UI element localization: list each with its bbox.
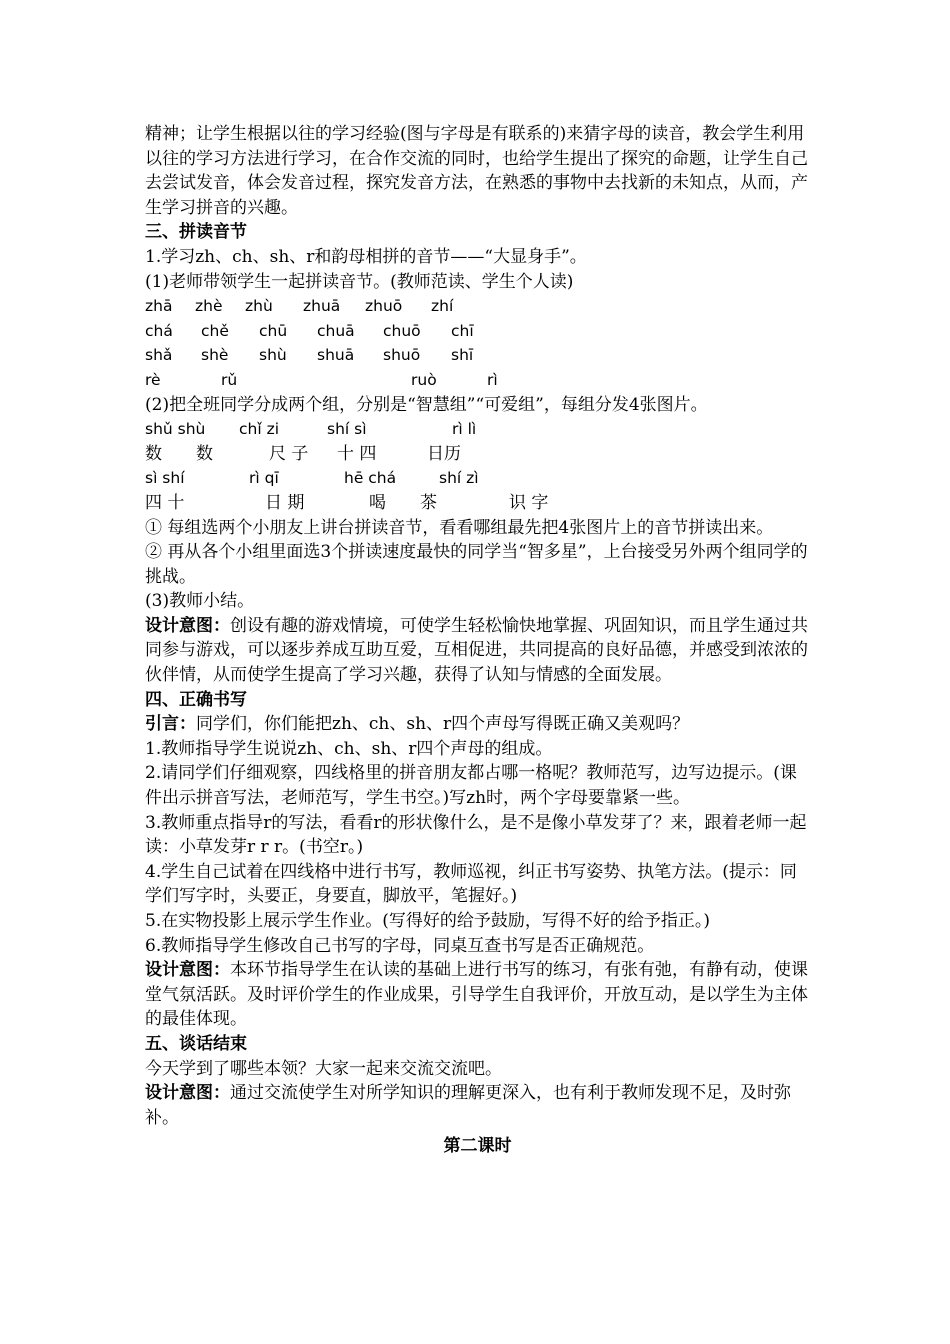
pinyin-syllable: chě — [201, 321, 229, 340]
pinyin-syllable: rè — [145, 370, 161, 389]
pinyin-syllable: zhuā — [303, 297, 341, 316]
design-intent-label: 设计意图： — [145, 960, 230, 981]
section4-item: 4.学生自己试着在四线格中进行书写，教师巡视，纠正书写姿势、执笔方法。(提示：同学们写字时，头要正，身要直，脚放平，笔握好。) — [145, 861, 797, 907]
pinyin-syllable: shuō — [383, 346, 421, 365]
circle-item-2: ② 再从各个小组里面选3个拼读速度最快的同学当“智多星”，上台接受另外两个组同学的挑战。 — [145, 542, 808, 587]
pinyin-syllable: shù — [259, 346, 287, 365]
section3-design-intent — [145, 614, 810, 688]
section3-heading: 三、拼读音节 — [145, 222, 247, 243]
pinyin-syllable: zhuō — [365, 297, 403, 316]
section5-heading: 五、谈话结束 — [145, 1033, 247, 1054]
section3-item1-sub3: (3)教师小结。 — [145, 591, 255, 612]
word-pinyin: rì qī — [249, 469, 279, 488]
section3-item1-sub1: (1)老师带领学生一起拼读音节。(教师范读、学生个人读) — [145, 271, 574, 292]
design-intent-text: 创设有趣的游戏情境，可使学生轻松愉快地掌握、巩固知识，而且学生通过共同参与游戏，可以逐步养成互助互爱，互相促进，共同提高的良好品德，并感受到浓浓的伙伴情，从而使学生提高了学习兴趣，获得了认知与情感的全面发展。 — [145, 615, 808, 686]
section4-item: 1.教师指导学生说说zh、ch、sh、r四个声母的组成。 — [145, 738, 553, 759]
section3-item1: 1.学习zh、ch、sh、r和韵母相拼的音节——“大显身手”。 — [145, 246, 587, 267]
word-hanzi: 尺 子 — [269, 443, 309, 464]
pinyin-syllable: chuō — [383, 321, 421, 340]
word-pinyin: shí zì — [439, 469, 479, 488]
document-page — [145, 122, 810, 1159]
intro-label: 引言： — [145, 714, 196, 735]
word-hanzi-row — [145, 442, 810, 467]
pinyin-row — [145, 319, 810, 344]
word-pinyin: rì lì — [452, 420, 477, 439]
section4-design-intent — [145, 958, 810, 1032]
word-hanzi-row — [145, 491, 810, 516]
design-intent-text: 通过交流使学生对所学知识的理解更深入，也有利于教师发现不足，及时弥补。 — [145, 1083, 791, 1128]
intro-paragraph: 精神；让学生根据以往的学习经验(图与字母是有联系的)来猜字母的读音，教会学生利用以往的学习方法进行学习，在合作交流的同时，也给学生提出了探究的命题，让学生自己去尝试发音，体会发音过程，探究发音方法，在熟悉的事物中去找新的未知点，从而，产生学习拼音的兴趣。 — [145, 124, 808, 218]
pinyin-row — [145, 343, 810, 368]
word-pinyin: shí sì — [327, 420, 367, 439]
design-intent-label: 设计意图： — [145, 615, 230, 636]
section4-item: 6.教师指导学生修改自己书写的字母，同桌互查书写是否正确规范。 — [145, 935, 655, 956]
pinyin-syllable: shǎ — [145, 346, 173, 365]
pinyin-syllable: shè — [201, 346, 229, 365]
pinyin-syllable: zhù — [245, 297, 273, 316]
pinyin-syllable: chū — [259, 321, 288, 340]
section3-item1-sub2: (2)把全班同学分成两个组，分别是“智慧组”“可爱组”，每组分发4张图片。 — [145, 394, 708, 415]
pinyin-syllable: shuā — [317, 346, 355, 365]
word-hanzi: 数 数 — [145, 443, 213, 464]
design-intent-label: 设计意图： — [145, 1083, 230, 1104]
pinyin-syllable: ruò — [411, 370, 437, 389]
pinyin-syllable: rì — [487, 370, 498, 389]
section4-item: 5.在实物投影上展示学生作业。(写得好的给予鼓励，写得不好的给予指正。) — [145, 911, 710, 931]
pinyin-table — [145, 294, 810, 392]
pinyin-row — [145, 368, 810, 393]
section4-heading: 四、正确书写 — [145, 689, 247, 710]
pinyin-row — [145, 294, 810, 319]
pinyin-syllable: zhā — [145, 297, 173, 316]
section4-item: 2.请同学们仔细观察，四线格里的拼音朋友都占哪一格呢？教师范写，边写边提示。(课件出示拼音写法，老师范写，学生书空。)写zh时，两个字母要靠紧一些。 — [145, 763, 797, 809]
word-pinyin-row — [145, 417, 810, 442]
word-pinyin-row — [145, 466, 810, 491]
design-intent-text: 本环节指导学生在认读的基础上进行书写的练习，有张有弛，有静有动，使课堂气氛活跃。及时评价学生的作业成果，引导学生自我评价，开放互动，是以学生为主体的最佳体现。 — [145, 960, 808, 1030]
word-hanzi: 喝 茶 — [369, 492, 437, 513]
section4-intro — [145, 712, 810, 737]
lesson2-title: 第二课时 — [443, 1136, 512, 1157]
circle-item-1: ① 每组选两个小朋友上讲台拼读音节，看看哪组最先把4张图片上的音节拼读出来。 — [145, 517, 774, 538]
section5-text: 今天学到了哪些本领？大家一起来交流交流吧。 — [145, 1058, 502, 1079]
word-hanzi: 日历 — [427, 443, 461, 464]
pinyin-syllable: zhí — [431, 297, 454, 316]
intro-text: 同学们，你们能把zh、ch、sh、r四个声母写得既正确又美观吗？ — [196, 714, 690, 735]
section4-item: 3.教师重点指导r的写法，看看r的形状像什么，是不是像小草发芽了？来，跟着老师一起读：小草发芽r r r。(书空r。) — [145, 812, 807, 858]
word-pinyin: chǐ zi — [239, 420, 280, 439]
pinyin-syllable: rǔ — [221, 370, 238, 389]
pinyin-syllable: chuā — [317, 321, 355, 340]
pinyin-syllable: chá — [145, 321, 173, 340]
word-hanzi: 四 十 — [145, 492, 185, 513]
word-pinyin: sì shí — [145, 469, 185, 488]
word-hanzi: 十 四 — [337, 443, 377, 464]
word-hanzi: 日 期 — [265, 492, 305, 513]
word-pinyin: hē chá — [344, 469, 397, 488]
word-pinyin: shǔ shù — [145, 420, 206, 439]
pinyin-syllable: chī — [451, 321, 474, 340]
pinyin-syllable: zhè — [195, 297, 223, 316]
section5-design-intent — [145, 1081, 810, 1130]
word-hanzi: 识 字 — [509, 492, 549, 513]
pinyin-syllable: shī — [451, 346, 474, 365]
